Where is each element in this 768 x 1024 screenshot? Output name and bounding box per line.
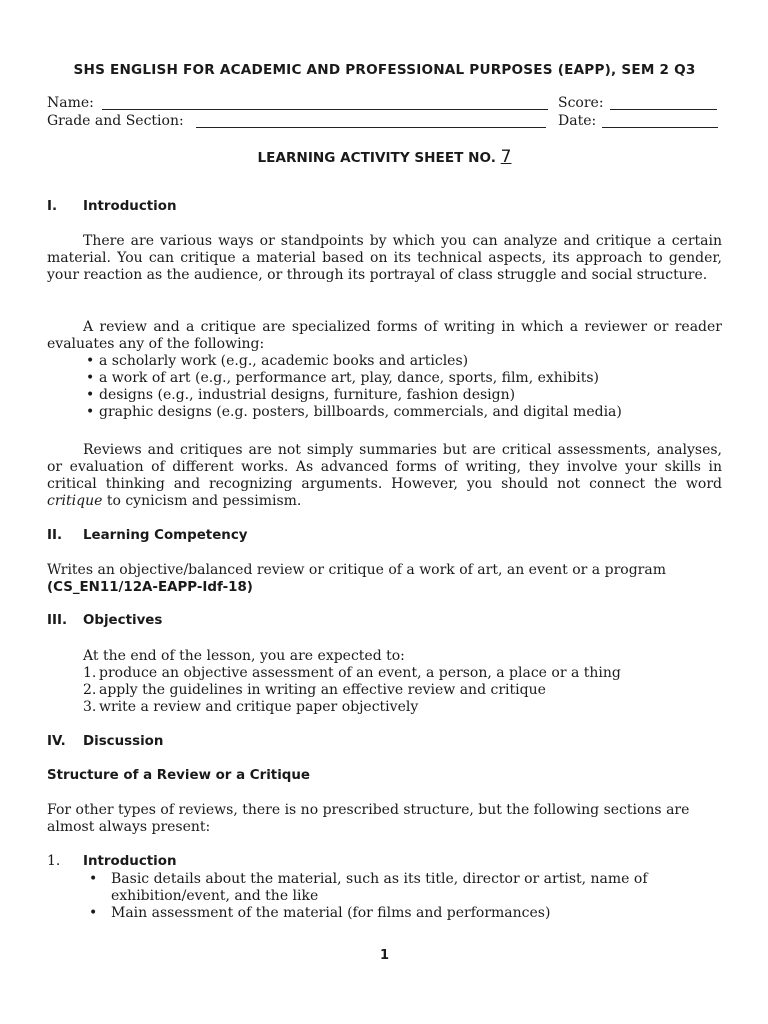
page-number: 1: [379, 948, 390, 963]
intro-paragraph-1: There are various ways or standpoints by which you can analyze and critique a certain material. You can critique a material based on its technical aspects, its approach to gender, your reaction as the audience, or through its portrayal of class struggle and social structure.: [47, 233, 722, 283]
item-title: Introduction: [83, 854, 177, 869]
intro-paragraph-2: A review and a critique are specialized forms of writing in which a reviewer or reader evaluates any of the following:: [47, 319, 722, 352]
name-label: Name:: [47, 95, 94, 111]
item-number: 1.: [47, 853, 61, 869]
list-item: • Main assessment of the material (for films and performances): [47, 905, 722, 922]
list-item: [47, 699, 722, 716]
section-heading-competency: [47, 528, 248, 543]
section-numeral: III.: [47, 613, 68, 628]
document-title: SHS ENGLISH FOR ACADEMIC AND PROFESSIONAL PURPOSES (EAPP), SEM 2 Q3: [73, 62, 696, 78]
competency-text: Writes an objective/balanced review or critique of a work of art, an event or a program: [47, 562, 666, 578]
paragraph-text: Reviews and critiques are not simply summaries but are critical assessments, analyses, or evaluation of different works. As advanced forms of writing, they involve your skills in critical thinking and recognizing arguments. However, you should not connect the word: [47, 442, 722, 492]
structure-item-introduction: [47, 853, 177, 869]
section-heading-discussion: [47, 734, 163, 749]
item-text: produce an objective assessment of an event, a person, a place or a thing: [99, 665, 621, 681]
section-heading-introduction: [47, 199, 177, 214]
objectives-list: [47, 665, 722, 716]
score-blank-line: [610, 95, 717, 110]
section-title: Introduction: [83, 199, 177, 214]
item-number: 2.: [83, 682, 97, 698]
item-text: write a review and critique paper objectively: [99, 699, 419, 715]
section-numeral: I.: [47, 199, 58, 214]
objectives-lead: At the end of the lesson, you are expected to:: [83, 648, 405, 664]
item-number: 1.: [83, 665, 97, 681]
grade-section-label: Grade and Section:: [47, 113, 184, 129]
activity-sheet-label: LEARNING ACTIVITY SHEET NO.: [257, 150, 496, 166]
discussion-subheading: Structure of a Review or a Critique: [47, 768, 310, 783]
activity-sheet-number: 7: [500, 147, 512, 167]
section-numeral: IV.: [47, 734, 66, 749]
name-blank-line: [102, 95, 548, 110]
paragraph-text: to cynicism and pessimism.: [102, 493, 302, 509]
grade-date-row: [47, 113, 722, 131]
list-item: • a work of art (e.g., performance art, play, dance, sports, film, exhibits): [47, 370, 722, 387]
item-number: 3.: [83, 699, 97, 715]
list-item: [47, 665, 722, 682]
list-item: • a scholarly work (e.g., academic books and articles): [47, 353, 722, 370]
name-score-row: [47, 95, 722, 113]
date-label: Date:: [558, 113, 597, 129]
emphasized-word: critique: [47, 493, 103, 509]
activity-sheet-heading: [47, 147, 722, 167]
section-heading-objectives: [47, 613, 162, 628]
section-title: Objectives: [83, 613, 163, 628]
section-numeral: II.: [47, 528, 63, 543]
score-label: Score:: [558, 95, 604, 111]
structure-bullet-list: [47, 871, 722, 922]
item-text: apply the guidelines in writing an effective review and critique: [99, 682, 546, 698]
evaluation-bullet-list: [47, 353, 722, 421]
competency-code: (CS_EN11/12A-EAPP-Idf-18): [47, 580, 253, 595]
section-title: Learning Competency: [83, 528, 248, 543]
date-blank-line: [602, 113, 718, 128]
section-title: Discussion: [83, 734, 164, 749]
list-item: [47, 682, 722, 699]
list-item: • graphic designs (e.g. posters, billboards, commercials, and digital media): [47, 404, 722, 421]
list-item: • Basic details about the material, such as its title, director or artist, name of exhibition/event, and the like: [47, 871, 722, 905]
grade-section-blank-line: [196, 113, 546, 128]
list-item: • designs (e.g., industrial designs, furniture, fashion design): [47, 387, 722, 404]
discussion-paragraph: For other types of reviews, there is no prescribed structure, but the following sections are almost always present:: [47, 802, 690, 835]
intro-paragraph-3: [47, 442, 722, 510]
